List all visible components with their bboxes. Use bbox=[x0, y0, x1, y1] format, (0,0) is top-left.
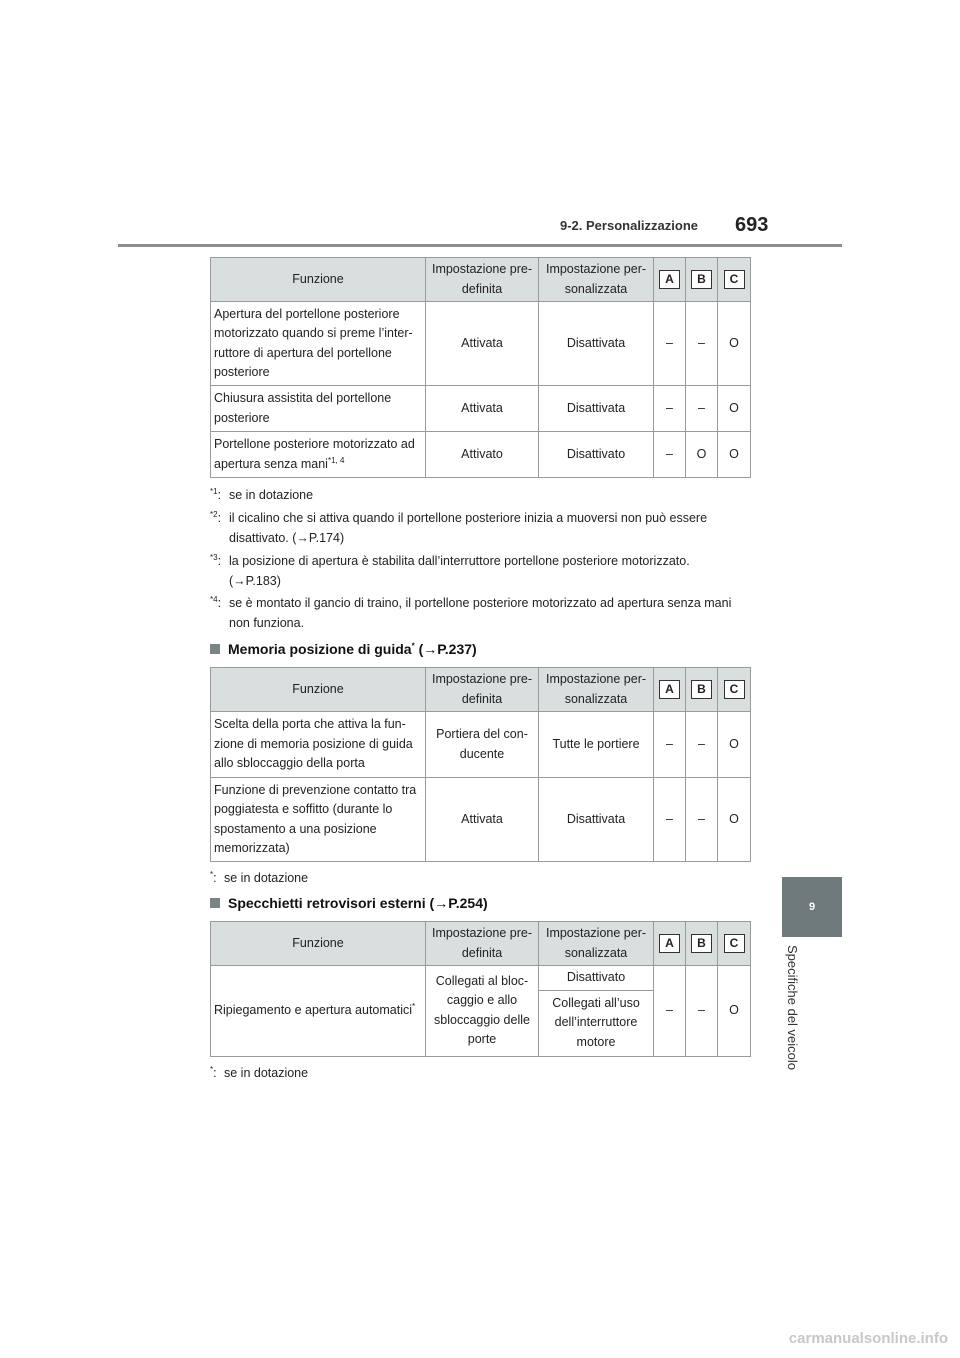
table-memory-position bbox=[210, 667, 751, 862]
table-header bbox=[211, 258, 751, 302]
table-row: Funzione di prevenzione contatto tra poggiatesta e soffitto (durante lo spostamento a una posizione memorizzata) Attivata Disattivata – – O bbox=[211, 778, 751, 862]
col-custom: Impostazione per- sonalizzata bbox=[539, 922, 654, 966]
table-row: Collegati all’uso dell’interruttore motore bbox=[211, 990, 751, 1056]
col-custom: Impostazione per- sonalizzata bbox=[539, 258, 654, 302]
table-tailgate bbox=[210, 257, 751, 478]
table-mirrors bbox=[210, 921, 751, 1057]
footnote: $^{*1}$: se in dotazione bbox=[210, 486, 314, 502]
heading-mirrors: Specchietti retrovisori esterni (→P.254) bbox=[210, 895, 488, 911]
footnote: $^{*2}$: il cicalino che si attiva quando il portellone posteriore inizia a muoversi non può essere disattivato. (→P.174) bbox=[210, 509, 708, 545]
col-c: C bbox=[718, 922, 751, 966]
footnote: *: se in dotazione bbox=[210, 869, 309, 885]
col-default: Impostazione pre- definita bbox=[426, 922, 539, 966]
col-funzione: Funzione bbox=[211, 258, 426, 302]
section-label: 9-2. Personalizzazione bbox=[560, 218, 698, 233]
col-custom: Impostazione per- sonalizzata bbox=[539, 668, 654, 712]
table-row: Ripiegamento e apertura automatici* Collegati al bloc- caggio e allo sbloccaggio delle porte Disattivato – – O bbox=[211, 966, 751, 991]
col-funzione: Funzione bbox=[211, 922, 426, 966]
col-a: A bbox=[654, 258, 686, 302]
chapter-tab[interactable] bbox=[782, 877, 842, 937]
col-funzione: Funzione bbox=[211, 668, 426, 712]
col-b: B bbox=[686, 258, 718, 302]
col-c: C bbox=[718, 258, 751, 302]
col-a: A bbox=[654, 668, 686, 712]
table-row: Scelta della porta che attiva la fun- zione di memoria posizione di guida allo sbloccaggio della porta Portiera del con- ducente Tutte le portiere – – O bbox=[211, 712, 751, 778]
square-bullet-icon bbox=[210, 644, 220, 654]
table-row: Chiusura assistita del portellone posteriore Attivata Disattivata – – O bbox=[211, 386, 751, 432]
square-bullet-icon bbox=[210, 898, 220, 908]
header-rule bbox=[118, 244, 842, 247]
table-header bbox=[211, 922, 751, 966]
chapter-title: Specifiche del veicolo bbox=[785, 945, 800, 1071]
col-default: Impostazione pre- definita bbox=[426, 668, 539, 712]
page-number: 693 bbox=[735, 214, 769, 236]
col-c: C bbox=[718, 668, 751, 712]
table-header bbox=[211, 668, 751, 712]
table-row: Apertura del portellone posteriore motorizzato quando si preme l’inter- ruttore di apertura del portellone posteriore Attivata Disattivata – – O bbox=[211, 302, 751, 386]
chapter-number: 9 bbox=[808, 901, 816, 913]
footnote: *: se in dotazione bbox=[210, 1064, 309, 1080]
footnote: $^{*4}$: se è montato il gancio di traino, il portellone posteriore motorizzato ad apertura senza mani non funziona. bbox=[210, 594, 732, 630]
col-b: B bbox=[686, 922, 718, 966]
col-default: Impostazione pre- definita bbox=[426, 258, 539, 302]
col-b: B bbox=[686, 668, 718, 712]
footnote: $^{*3}$: la posizione di apertura è stabilita dall’interruttore portellone posteriore motorizzato. (→P.183) bbox=[210, 552, 690, 588]
table-row: Portellone posteriore motorizzato ad apertura senza mani$^{*1, 4}$ Attivato Disattivato – O O bbox=[211, 432, 751, 478]
heading-memory-position: Memoria posizione di guida* (→P.237) bbox=[210, 641, 477, 657]
col-a: A bbox=[654, 922, 686, 966]
watermark: carmanualsonline.info bbox=[788, 1330, 948, 1347]
